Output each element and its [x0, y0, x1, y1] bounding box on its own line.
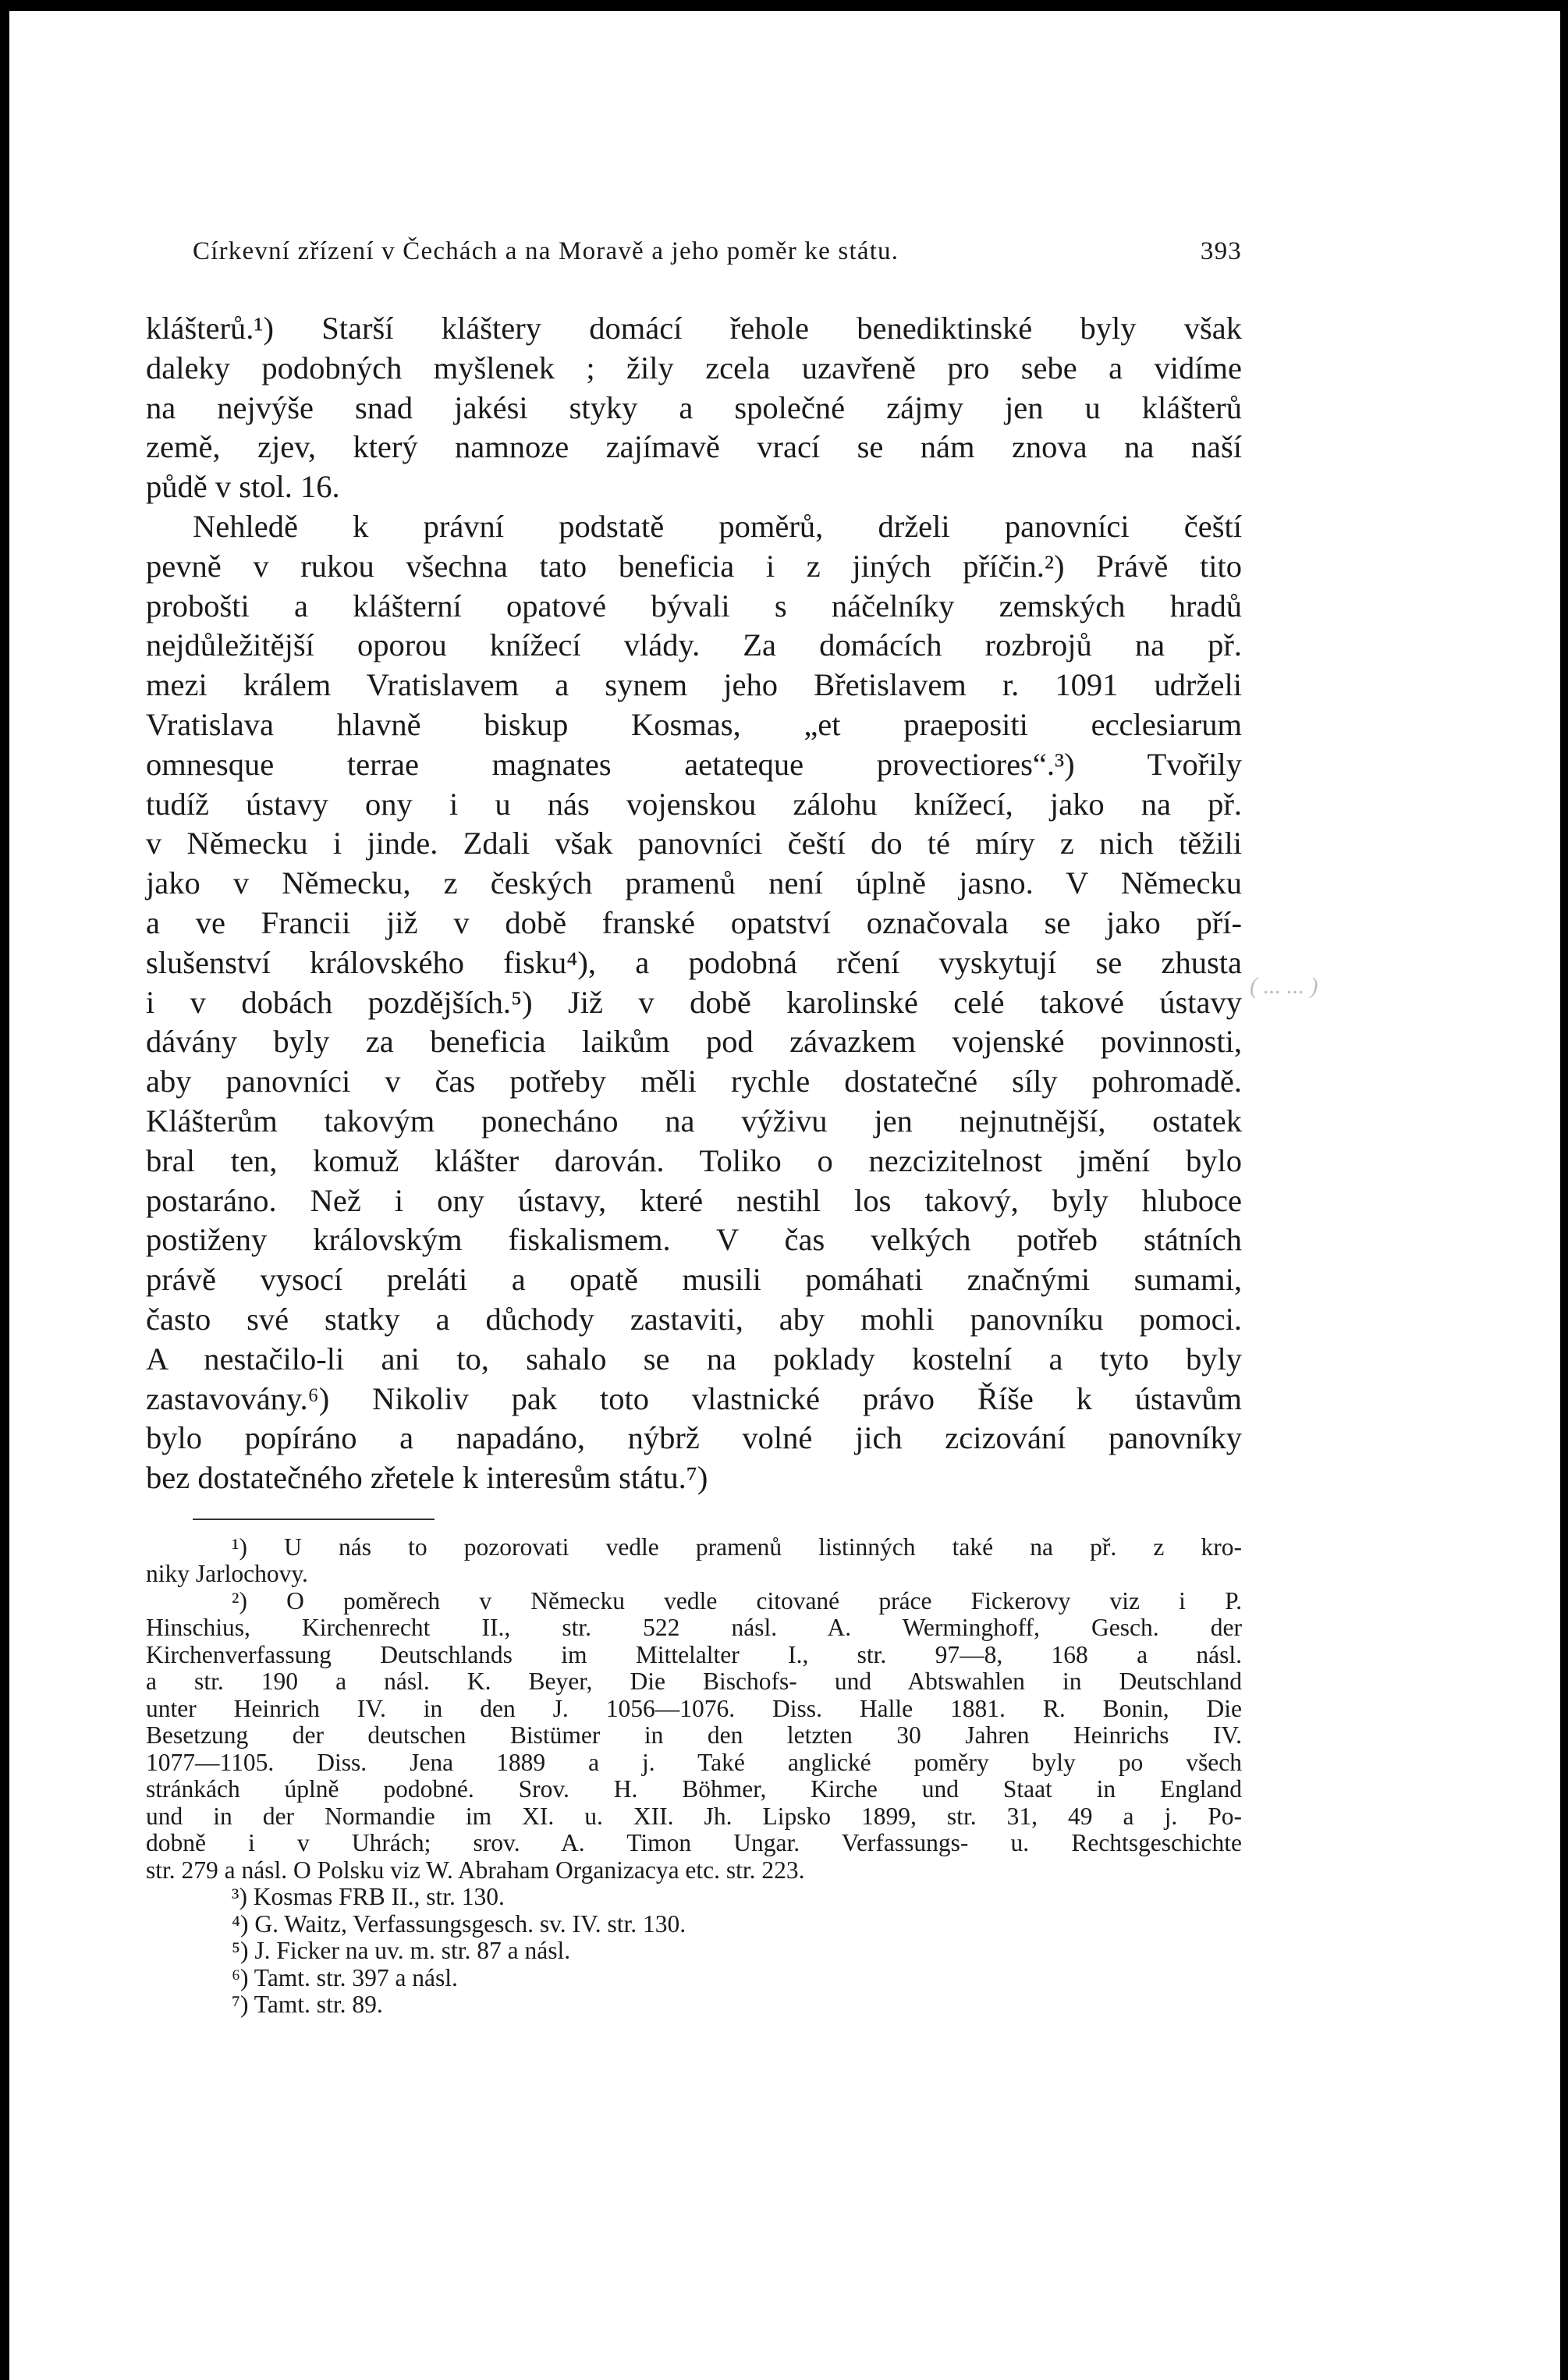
footnote-line: Hinschius, Kirchenrecht II., str. 522 násl. A. Werminghoff, Gesch. der	[146, 1614, 1242, 1642]
footnote-line: und in der Normandie im XI. u. XII. Jh. Lipsko 1899, str. 31, 49 a j. Po-	[146, 1802, 1242, 1830]
footnote-line: ³) Kosmas FRB II., str. 130.	[232, 1883, 505, 1911]
page-number: 393	[1200, 237, 1242, 265]
body-line: a ve Francii již v době franské opatství označovala se jako pří-	[146, 904, 1242, 940]
footnote-line: stránkách úplně podobné. Srov. H. Böhmer, Kirche und Staat in England	[146, 1775, 1242, 1803]
body-line: slušenství královského fisku⁴), a podobná rčení vyskytují se zhusta	[146, 944, 1242, 980]
footnote-line: a str. 190 a násl. K. Beyer, Die Bischofs- und Abtswahlen in Deutschland	[146, 1668, 1242, 1696]
body-line: Nehledě k právní podstatě poměrů, drželi panovníci čeští	[193, 508, 1242, 544]
footnote-line: ⁵) J. Ficker na uv. m. str. 87 a násl.	[232, 1937, 571, 1965]
footnote-line: unter Heinrich IV. in den J. 1056—1076. Diss. Halle 1881. R. Bonin, Die	[146, 1694, 1242, 1722]
body-line: postaráno. Než i ony ústavy, které nestihl los takový, byly hluboce	[146, 1182, 1242, 1218]
body-line: i v dobách pozdějších.⁵) Již v době karolinské celé takové ústavy	[146, 984, 1242, 1020]
footnote-line: 1077—1105. Diss. Jena 1889 a j. Také anglické poměry byly po všech	[146, 1748, 1242, 1776]
body-line: probošti a klášterní opatové bývali s náčelníky zemských hradů	[146, 588, 1242, 623]
body-line: Klášterům takovým ponecháno na výživu jen nejnutnější, ostatek	[146, 1103, 1242, 1138]
body-line: daleky podobných myšlenek ; žily zcela uzavřeně pro sebe a vidíme	[146, 350, 1242, 385]
footnote-line: niky Jarlochovy.	[146, 1560, 308, 1588]
body-line: omnesque terrae magnates aetateque provectiores“.³) Tvořily	[146, 746, 1242, 782]
footnote-line: ²) O poměrech v Německu vedle citované práce Fickerovy viz i P.	[232, 1586, 1242, 1614]
running-header	[146, 237, 1242, 278]
body-line: klášterů.¹) Starší kláštery domácí řehole benediktinské byly však	[146, 311, 1242, 346]
body-line: jako v Německu, z českých pramenů není úplně jasno. V Německu	[146, 865, 1242, 901]
marginal-pencil-note: ( ... ... )	[1250, 973, 1318, 999]
body-line: zastavovány.⁶) Nikoliv pak toto vlastnické právo Říše k ústavům	[146, 1380, 1242, 1416]
page-content	[146, 237, 1242, 2019]
body-line: v Německu i jinde. Zdali však panovníci čeští do té míry z nich těžili	[146, 826, 1242, 861]
footnote-line: Besetzung der deutschen Bistümer in den letzten 30 Jahren Heinrichs IV.	[146, 1721, 1242, 1749]
footnote-line: ¹) U nás to pozorovati vedle pramenů listinných také na př. z kro-	[232, 1533, 1242, 1561]
body-line: často své statky a důchody zastaviti, aby mohli panovníku pomoci.	[146, 1301, 1242, 1337]
body-line: tudíž ústavy ony i u nás vojenskou zálohu knížecí, jako na př.	[146, 786, 1242, 822]
page-scan	[9, 11, 1560, 2380]
footnote-line: ⁴) G. Waitz, Verfassungsgesch. sv. IV. str. 130.	[232, 1909, 686, 1938]
footnote-line: ⁷) Tamt. str. 89.	[232, 1991, 383, 2019]
body-line: právě vysocí preláti a opatě musili pomáhati značnými sumami,	[146, 1262, 1242, 1298]
body-line: nejdůležitější oporou knížecí vlády. Za domácích rozbrojů na př.	[146, 627, 1242, 663]
running-title: Církevní zřízení v Čechách a na Moravě a jeho poměr ke státu.	[193, 237, 899, 265]
body-line: postiženy královským fiskalismem. V čas velkých potřeb státních	[146, 1222, 1242, 1258]
body-line: dávány byly za beneficia laikům pod závazkem vojenské povinnosti,	[146, 1024, 1242, 1060]
body-line: bez dostatečného zřetele k interesům státu.⁷)	[146, 1460, 708, 1496]
footnote-line: dobně i v Uhrách; srov. A. Timon Ungar. Verfassungs- u. Rechtsgeschichte	[146, 1829, 1242, 1857]
body-line: aby panovníci v čas potřeby měli rychle dostatečné síly pohromadě.	[146, 1064, 1242, 1099]
footnote-separator	[193, 1519, 435, 1520]
body-line: pevně v rukou všechna tato beneficia i z jiných příčin.²) Právě tito	[146, 548, 1242, 584]
body-line: Vratislava hlavně biskup Kosmas, „et praepositi ecclesiarum	[146, 706, 1242, 742]
footnote-line: str. 279 a násl. O Polsku viz W. Abraham Organizacya etc. str. 223.	[146, 1856, 805, 1884]
body-line: bral ten, komuž klášter darován. Toliko o nezcizitelnost jmění bylo	[146, 1142, 1242, 1178]
footnote-line: Kirchenverfassung Deutschlands im Mittelalter I., str. 97—8, 168 a násl.	[146, 1640, 1242, 1668]
footnote-line: ⁶) Tamt. str. 397 a násl.	[232, 1963, 458, 1991]
body-line: bylo popíráno a napadáno, nýbrž volné jich zcizování panovníky	[146, 1420, 1242, 1456]
body-line: půdě v stol. 16.	[146, 469, 340, 505]
footnotes	[146, 1534, 1242, 2019]
body-line: mezi králem Vratislavem a synem jeho Břetislavem r. 1091 udrželi	[146, 667, 1242, 703]
body-line: A nestačilo-li ani to, sahalo se na poklady kostelní a tyto byly	[146, 1341, 1242, 1376]
body-text	[146, 309, 1242, 1498]
body-line: země, zjev, který namnoze zajímavě vrací se nám znova na naší	[146, 429, 1242, 465]
body-line: na nejvýše snad jakési styky a společné zájmy jen u klášterů	[146, 389, 1242, 425]
